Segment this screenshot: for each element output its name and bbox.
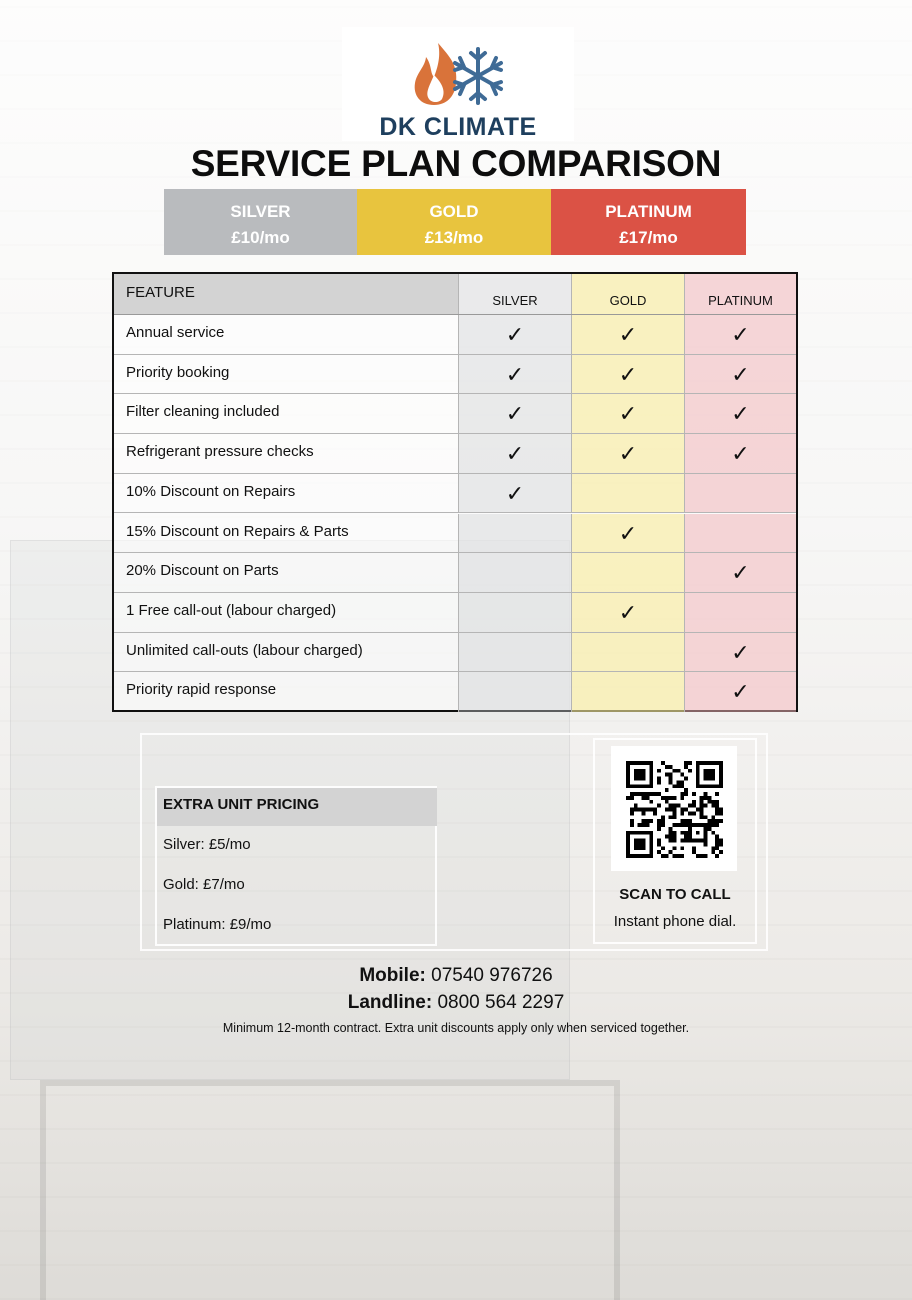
check-silver (459, 514, 572, 553)
check-mark-icon: ✓ (731, 361, 750, 387)
check-gold (572, 315, 685, 354)
check-silver (459, 633, 572, 672)
feature-label: 10% Discount on Repairs (114, 474, 459, 513)
table-row (114, 553, 796, 593)
plan-price: £10/mo (231, 228, 290, 247)
plan-name: SILVER (230, 202, 291, 221)
table-row (114, 394, 796, 434)
check-gold (572, 394, 685, 433)
table-row (114, 474, 796, 514)
scan-title: SCAN TO CALL (619, 886, 731, 903)
feature-label: Refrigerant pressure checks (114, 434, 459, 473)
landline-contact (0, 992, 912, 1014)
extra-unit-silver: Silver: £5/mo (163, 836, 251, 853)
mobile-label: Mobile: (359, 965, 426, 986)
check-gold (572, 593, 685, 632)
landline-label: Landline: (347, 992, 433, 1013)
feature-label: 20% Discount on Parts (114, 553, 459, 592)
check-gold (572, 434, 685, 473)
check-mark-icon: ✓ (731, 322, 750, 347)
check-mark-icon: ✓ (731, 441, 750, 467)
brand-name: DK CLIMATE (379, 113, 537, 141)
table-row (114, 633, 796, 673)
check-platinum (685, 633, 796, 672)
check-silver (459, 553, 572, 592)
plan-platinum (551, 189, 746, 255)
check-mark-icon: ✓ (618, 599, 638, 625)
check-platinum (685, 553, 796, 592)
comparison-table (112, 272, 798, 712)
check-gold (572, 633, 685, 672)
table-row (114, 514, 796, 554)
table-row (114, 315, 796, 355)
check-mark-icon: ✓ (505, 441, 525, 467)
check-platinum (685, 514, 796, 553)
table-row (114, 355, 796, 395)
check-silver (459, 434, 572, 473)
check-platinum (685, 672, 796, 712)
check-platinum (685, 394, 796, 433)
header-platinum: PLATINUM (685, 274, 796, 314)
check-platinum (685, 593, 796, 632)
plan-price: £17/mo (619, 228, 678, 247)
check-mark-icon: ✓ (618, 401, 638, 427)
footnote: Minimum 12-month contract. Extra unit discounts apply only when serviced together. (222, 1021, 690, 1035)
plan-gold (357, 189, 551, 255)
scan-subtitle: Instant phone dial. (613, 913, 737, 930)
check-mark-icon: ✓ (505, 480, 525, 506)
table-row (114, 672, 796, 712)
check-mark-icon: ✓ (618, 520, 638, 546)
page-title: SERVICE PLAN COMPARISON (190, 143, 722, 184)
feature-label: Filter cleaning included (114, 394, 459, 433)
check-silver (459, 474, 572, 513)
check-silver (459, 355, 572, 394)
plan-silver (164, 189, 357, 255)
check-gold (572, 355, 685, 394)
check-silver (459, 315, 572, 354)
check-silver (459, 593, 572, 632)
background-door-frame (40, 1080, 620, 1300)
mobile-contact (0, 965, 912, 987)
check-mark-icon: ✓ (731, 639, 750, 665)
check-mark-icon: ✓ (731, 560, 750, 586)
plan-name: GOLD (429, 202, 479, 221)
check-gold (572, 553, 685, 592)
check-mark-icon: ✓ (505, 361, 525, 387)
extra-unit-gold: Gold: £7/mo (163, 876, 245, 893)
mobile-number[interactable]: 07540 976726 (431, 965, 553, 986)
check-platinum (685, 434, 796, 473)
check-platinum (685, 474, 796, 513)
plan-name: PLATINUM (605, 202, 692, 221)
table-row (114, 434, 796, 474)
qr-code-icon[interactable] (626, 761, 723, 858)
extra-unit-heading: EXTRA UNIT PRICING (157, 788, 437, 826)
feature-label: 1 Free call-out (labour charged) (114, 593, 459, 632)
check-gold (572, 672, 685, 712)
check-mark-icon: ✓ (505, 322, 525, 347)
flame-snowflake-icon (408, 39, 508, 119)
check-mark-icon: ✓ (731, 679, 750, 705)
check-silver (459, 672, 572, 712)
check-mark-icon: ✓ (618, 361, 638, 387)
extra-unit-pricing (155, 786, 437, 946)
feature-label: Unlimited call-outs (labour charged) (114, 633, 459, 672)
feature-label: Priority booking (114, 355, 459, 394)
header-gold: GOLD (572, 274, 685, 314)
check-mark-icon: ✓ (505, 401, 525, 427)
brand-logo (342, 27, 574, 141)
table-row (114, 593, 796, 633)
plan-price: £13/mo (424, 228, 484, 247)
check-platinum (685, 315, 796, 354)
check-gold (572, 474, 685, 513)
check-mark-icon: ✓ (618, 322, 638, 347)
header-silver: SILVER (459, 274, 572, 314)
plan-tiers (164, 189, 746, 255)
feature-label: 15% Discount on Repairs & Parts (114, 514, 459, 553)
check-gold (572, 514, 685, 553)
extra-unit-platinum: Platinum: £9/mo (163, 916, 272, 933)
table-header-row (114, 274, 796, 315)
check-mark-icon: ✓ (731, 401, 750, 427)
feature-label: Annual service (114, 315, 459, 354)
header-feature: FEATURE (114, 274, 459, 314)
check-silver (459, 394, 572, 433)
check-platinum (685, 355, 796, 394)
feature-label: Priority rapid response (114, 672, 459, 712)
check-mark-icon: ✓ (618, 441, 638, 467)
landline-number[interactable]: 0800 564 2297 (437, 992, 565, 1013)
